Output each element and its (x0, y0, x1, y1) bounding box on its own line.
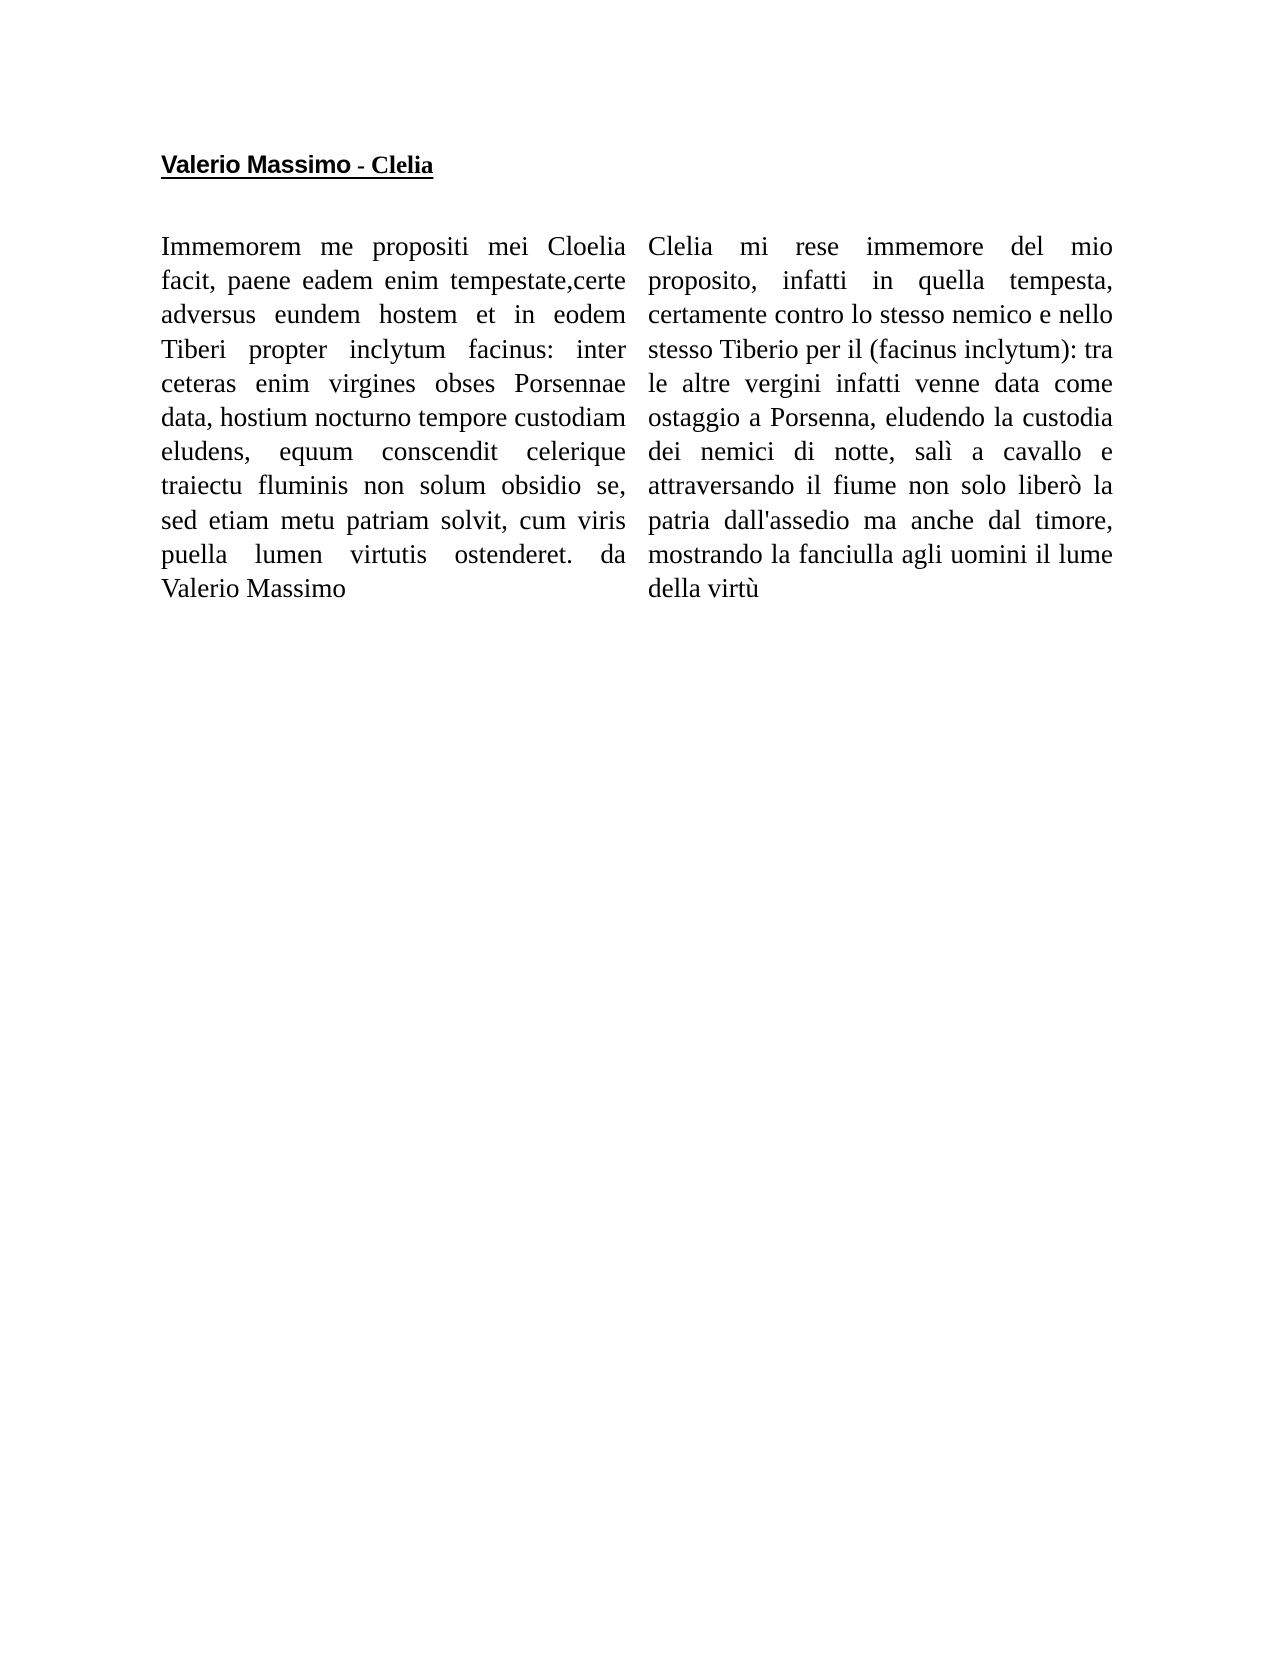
italian-translation-column: Clelia mi rese immemore del mio proposito, infatti in quella tempesta, certamente contro lo stesso nemico e nello stesso Tiberio per il (facinus inclytum): tra le altre vergini infatti venne data come ostaggio a Porsenna, eludendo la custodia dei nemici di notte, salì a cavallo e attraversando il fiume non solo liberò la patria dall'assedio ma anche dal timore, mostrando la fanciulla agli uomini il lume della virtù (648, 231, 1113, 604)
title-subject: Clelia (370, 152, 434, 179)
latin-text-column: Immemorem me propositi mei Cloelia facit, paene eadem enim tempestate,certe adversus eundem hostem et in eodem Tiberi propter inclytum facinus: inter ceteras enim virgines obses Porsennae data, hostium nocturno tempore custodiam eludens, equum conscendit celerique traiectu fluminis non solum obsidio se, sed etiam metu patriam solvit, cum viris puella lumen virtutis ostenderet. da Valerio Massimo (161, 231, 626, 604)
title-separator: - (350, 153, 371, 179)
document-title (161, 150, 433, 181)
title-author: Valerio Massimo (161, 151, 351, 179)
